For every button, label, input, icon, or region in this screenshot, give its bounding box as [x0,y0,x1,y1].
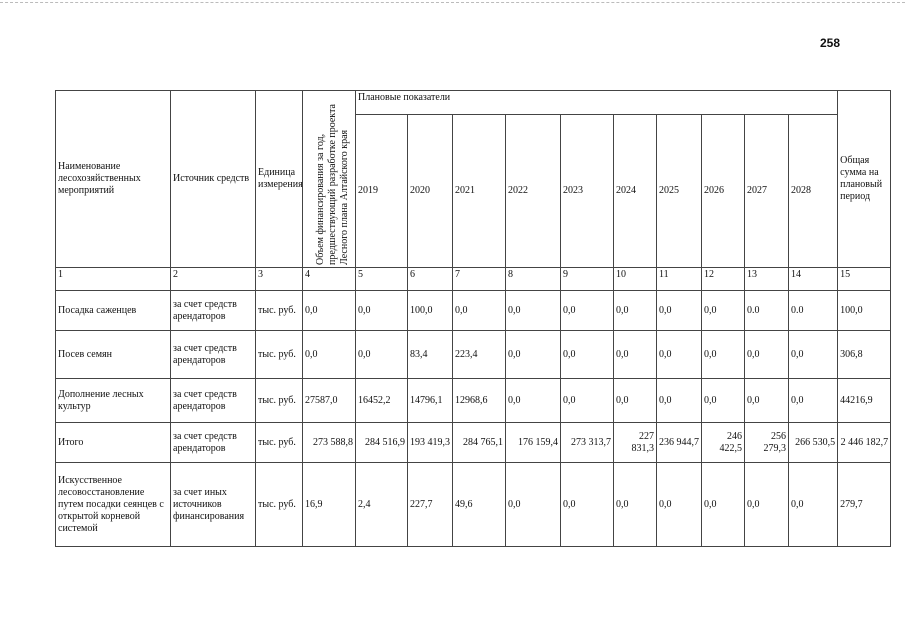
row-name: Посев семян [56,331,171,379]
header-base-volume-text: Объем финансирования за год, предшествующий разработке проекта Лесного плана Алтайского края [315,104,350,265]
row-year-value: 0,0 [506,291,561,331]
column-number: 5 [356,268,408,291]
row-name: Итого [56,423,171,463]
row-unit: тыс. руб. [256,291,303,331]
row-name: Посадка саженцев [56,291,171,331]
column-number: 9 [561,268,614,291]
row-year-value: 0,0 [506,463,561,547]
column-number: 1 [56,268,171,291]
column-number: 14 [789,268,838,291]
row-total: 44216,9 [838,379,891,423]
row-base-value: 27587,0 [303,379,356,423]
row-source: за счет иных источников финансирования [171,463,256,547]
header-planned: Плановые показатели [356,91,838,115]
row-source: за счет средств арендаторов [171,331,256,379]
row-unit: тыс. руб. [256,331,303,379]
table-row [56,331,891,379]
column-number: 10 [614,268,657,291]
row-year-value: 0,0 [657,379,702,423]
column-number: 4 [303,268,356,291]
row-year-value: 236 944,7 [657,423,702,463]
row-year-value: 176 159,4 [506,423,561,463]
row-year-value: 0,0 [506,331,561,379]
column-number: 12 [702,268,745,291]
row-year-value: 0,0 [702,331,745,379]
row-total: 2 446 182,7 [838,423,891,463]
table-row [56,463,891,547]
row-total: 306,8 [838,331,891,379]
row-year-value: 0,0 [506,379,561,423]
row-year-value: 223,4 [453,331,506,379]
row-year-value: 284 516,9 [356,423,408,463]
row-year-value: 0.0 [745,291,789,331]
column-number: 11 [657,268,702,291]
forest-activities-table [55,90,891,547]
row-year-value: 49,6 [453,463,506,547]
column-number: 6 [408,268,453,291]
row-year-value: 0,0 [702,291,745,331]
header-year: 2021 [453,114,506,267]
row-year-value: 0,0 [561,331,614,379]
row-year-value: 284 765,1 [453,423,506,463]
row-year-value: 0,0 [702,463,745,547]
row-year-value: 0,0 [789,463,838,547]
column-number: 7 [453,268,506,291]
column-number: 3 [256,268,303,291]
row-year-value: 0,0 [356,291,408,331]
row-year-value: 0,0 [789,379,838,423]
row-source: за счет средств арендаторов [171,423,256,463]
row-year-value: 0,0 [614,331,657,379]
header-year: 2026 [702,114,745,267]
row-total: 100,0 [838,291,891,331]
row-year-value: 0,0 [657,291,702,331]
table-row [56,379,891,423]
row-year-value: 246 422,5 [702,423,745,463]
row-year-value: 0,0 [657,331,702,379]
row-year-value: 83,4 [408,331,453,379]
row-year-value: 0,0 [356,331,408,379]
row-year-value: 227 831,3 [614,423,657,463]
column-number: 2 [171,268,256,291]
header-year: 2027 [745,114,789,267]
row-year-value: 100,0 [408,291,453,331]
column-number: 15 [838,268,891,291]
row-unit: тыс. руб. [256,423,303,463]
header-source: Источник средств [171,91,256,268]
row-year-value: 0,0 [561,291,614,331]
scan-top-edge [0,2,905,3]
header-total: Общая сумма на плановый период [838,91,891,268]
header-year: 2023 [561,114,614,267]
header-year: 2025 [657,114,702,267]
row-year-value: 14796,1 [408,379,453,423]
row-year-value: 0,0 [789,331,838,379]
row-name: Дополнение лесных культур [56,379,171,423]
row-year-value: 273 313,7 [561,423,614,463]
row-base-value: 0,0 [303,331,356,379]
header-name: Наименование лесохозяйственных мероприятий [56,91,171,268]
row-year-value: 227,7 [408,463,453,547]
header-year: 2024 [614,114,657,267]
row-year-value: 12968,6 [453,379,506,423]
row-year-value: 0,0 [745,379,789,423]
row-year-value: 0,0 [745,331,789,379]
row-base-value: 273 588,8 [303,423,356,463]
row-year-value: 193 419,3 [408,423,453,463]
header-year: 2020 [408,114,453,267]
row-year-value: 0,0 [614,291,657,331]
row-source: за счет средств арендаторов [171,379,256,423]
column-number: 8 [506,268,561,291]
row-unit: тыс. руб. [256,463,303,547]
row-source: за счет средств арендаторов [171,291,256,331]
row-year-value: 256 279,3 [745,423,789,463]
header-year: 2022 [506,114,561,267]
header-year: 2028 [789,114,838,267]
row-year-value: 2,4 [356,463,408,547]
row-year-value: 0.0 [789,291,838,331]
row-base-value: 0,0 [303,291,356,331]
header-base-volume [303,91,356,268]
row-year-value: 0,0 [614,463,657,547]
row-year-value: 0,0 [561,379,614,423]
table-row [56,423,891,463]
column-number: 13 [745,268,789,291]
header-unit: Единица измерения [256,91,303,268]
row-year-value: 0,0 [702,379,745,423]
row-unit: тыс. руб. [256,379,303,423]
table-row [56,291,891,331]
page-number: 258 [820,36,841,50]
row-total: 279,7 [838,463,891,547]
row-year-value: 0,0 [657,463,702,547]
row-year-value: 0,0 [453,291,506,331]
row-year-value: 0,0 [614,379,657,423]
header-year: 2019 [356,114,408,267]
row-year-value: 0,0 [561,463,614,547]
row-base-value: 16,9 [303,463,356,547]
row-year-value: 266 530,5 [789,423,838,463]
row-year-value: 0,0 [745,463,789,547]
row-year-value: 16452,2 [356,379,408,423]
row-name: Искусственное лесовосстановление путем посадки сеянцев с открытой корневой системой [56,463,171,547]
